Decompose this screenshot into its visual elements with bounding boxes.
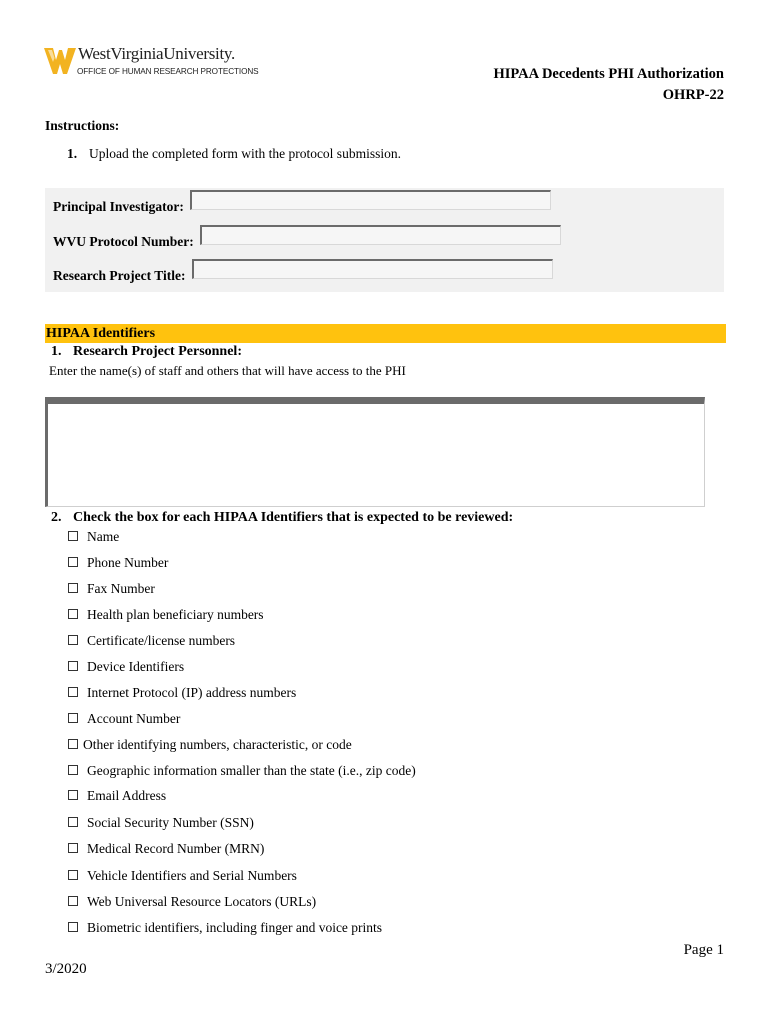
checkbox-label: Geographic information smaller than the state (i.e., zip code)	[87, 763, 416, 778]
checkbox[interactable]	[68, 583, 78, 593]
protocol-number-label: WVU Protocol Number:	[53, 234, 194, 249]
checkbox-label: Name	[87, 529, 120, 544]
project-info-panel	[45, 188, 724, 292]
checkbox[interactable]	[68, 713, 78, 723]
identifiers-number: 2.	[51, 510, 62, 525]
identifier-checkbox-item[interactable]	[68, 554, 168, 572]
identifier-checkbox-item[interactable]	[68, 814, 254, 832]
checkbox-label: Medical Record Number (MRN)	[87, 841, 265, 856]
revision-date: 3/2020	[45, 961, 87, 977]
instruction-number: 1.	[67, 146, 78, 161]
document-title-block	[493, 64, 724, 106]
wvu-flying-wv-icon	[44, 46, 76, 76]
identifier-checkbox-item[interactable]	[68, 919, 382, 937]
checkbox-label: Vehicle Identifiers and Serial Numbers	[87, 868, 297, 883]
checkbox-label: Certificate/license numbers	[87, 633, 236, 648]
personnel-description: Enter the name(s) of staff and others that will have access to the PHI	[49, 363, 406, 378]
checkbox[interactable]	[68, 896, 78, 906]
instruction-item	[67, 146, 401, 162]
checkbox[interactable]	[68, 687, 78, 697]
instruction-text: Upload the completed form with the protocol submission.	[89, 146, 401, 161]
identifier-checkbox-item[interactable]	[68, 840, 264, 858]
identifiers-heading	[51, 510, 513, 526]
checkbox[interactable]	[68, 843, 78, 853]
checkbox[interactable]	[68, 531, 78, 541]
identifier-checkbox-item[interactable]	[68, 893, 316, 911]
checkbox[interactable]	[68, 790, 78, 800]
identifier-checkbox-item[interactable]	[68, 580, 155, 598]
checkbox-label: Phone Number	[87, 555, 169, 570]
document-title: HIPAA Decedents PHI Authorization	[493, 66, 724, 82]
identifier-checkbox-item[interactable]	[68, 762, 416, 780]
principal-investigator-field[interactable]	[190, 190, 551, 210]
identifier-checkbox-item[interactable]	[68, 736, 352, 754]
checkbox-label: Fax Number	[87, 581, 155, 596]
project-title-label: Research Project Title:	[53, 268, 186, 283]
logo-university-name: WestVirginiaUniversity.	[78, 44, 235, 63]
checkbox[interactable]	[68, 817, 78, 827]
checkbox-label: Web Universal Resource Locators (URLs)	[87, 894, 317, 909]
checkbox-label: Social Security Number (SSN)	[87, 815, 254, 830]
identifier-checkbox-item[interactable]	[68, 867, 297, 885]
checkbox-label: Device Identifiers	[87, 659, 185, 674]
identifier-checkbox-item[interactable]	[68, 606, 264, 624]
personnel-heading-text: Research Project Personnel:	[73, 344, 242, 359]
hipaa-identifiers-heading: HIPAA Identifiers	[45, 324, 726, 343]
checkbox[interactable]	[68, 557, 78, 567]
identifiers-heading-text: Check the box for each HIPAA Identifiers that is expected to be reviewed:	[73, 510, 514, 525]
checkbox-label: Internet Protocol (IP) address numbers	[87, 685, 297, 700]
identifier-checkbox-item[interactable]	[68, 684, 296, 702]
checkbox-label: Health plan beneficiary numbers	[87, 607, 264, 622]
identifier-checkbox-item[interactable]	[68, 658, 184, 676]
identifier-checkbox-item[interactable]	[68, 528, 119, 546]
personnel-number: 1.	[51, 344, 62, 359]
checkbox[interactable]	[68, 661, 78, 671]
page-number: Page 1	[683, 942, 724, 958]
checkbox[interactable]	[68, 739, 78, 749]
document-code: OHRP-22	[662, 87, 724, 103]
protocol-number-field[interactable]	[200, 225, 561, 245]
project-title-field[interactable]	[192, 259, 553, 279]
instructions-heading: Instructions:	[45, 118, 120, 133]
checkbox-label: Other identifying numbers, characteristic, or code	[83, 737, 352, 752]
checkbox[interactable]	[68, 765, 78, 775]
checkbox[interactable]	[68, 922, 78, 932]
checkbox[interactable]	[68, 609, 78, 619]
checkbox-label: Biometric identifiers, including finger and voice prints	[87, 920, 383, 935]
checkbox[interactable]	[68, 635, 78, 645]
logo-office-name: OFFICE OF HUMAN RESEARCH PROTECTIONS	[77, 67, 259, 76]
checkbox[interactable]	[68, 870, 78, 880]
identifier-checkbox-item[interactable]	[68, 710, 180, 728]
identifier-checkbox-item[interactable]	[68, 787, 166, 805]
personnel-heading	[51, 344, 242, 360]
identifier-checkbox-item[interactable]	[68, 632, 235, 650]
checkbox-label: Account Number	[87, 711, 181, 726]
checkbox-label: Email Address	[87, 788, 167, 803]
personnel-text-area[interactable]	[45, 397, 705, 507]
wvu-logo	[44, 44, 259, 84]
principal-investigator-label: Principal Investigator:	[53, 199, 184, 214]
